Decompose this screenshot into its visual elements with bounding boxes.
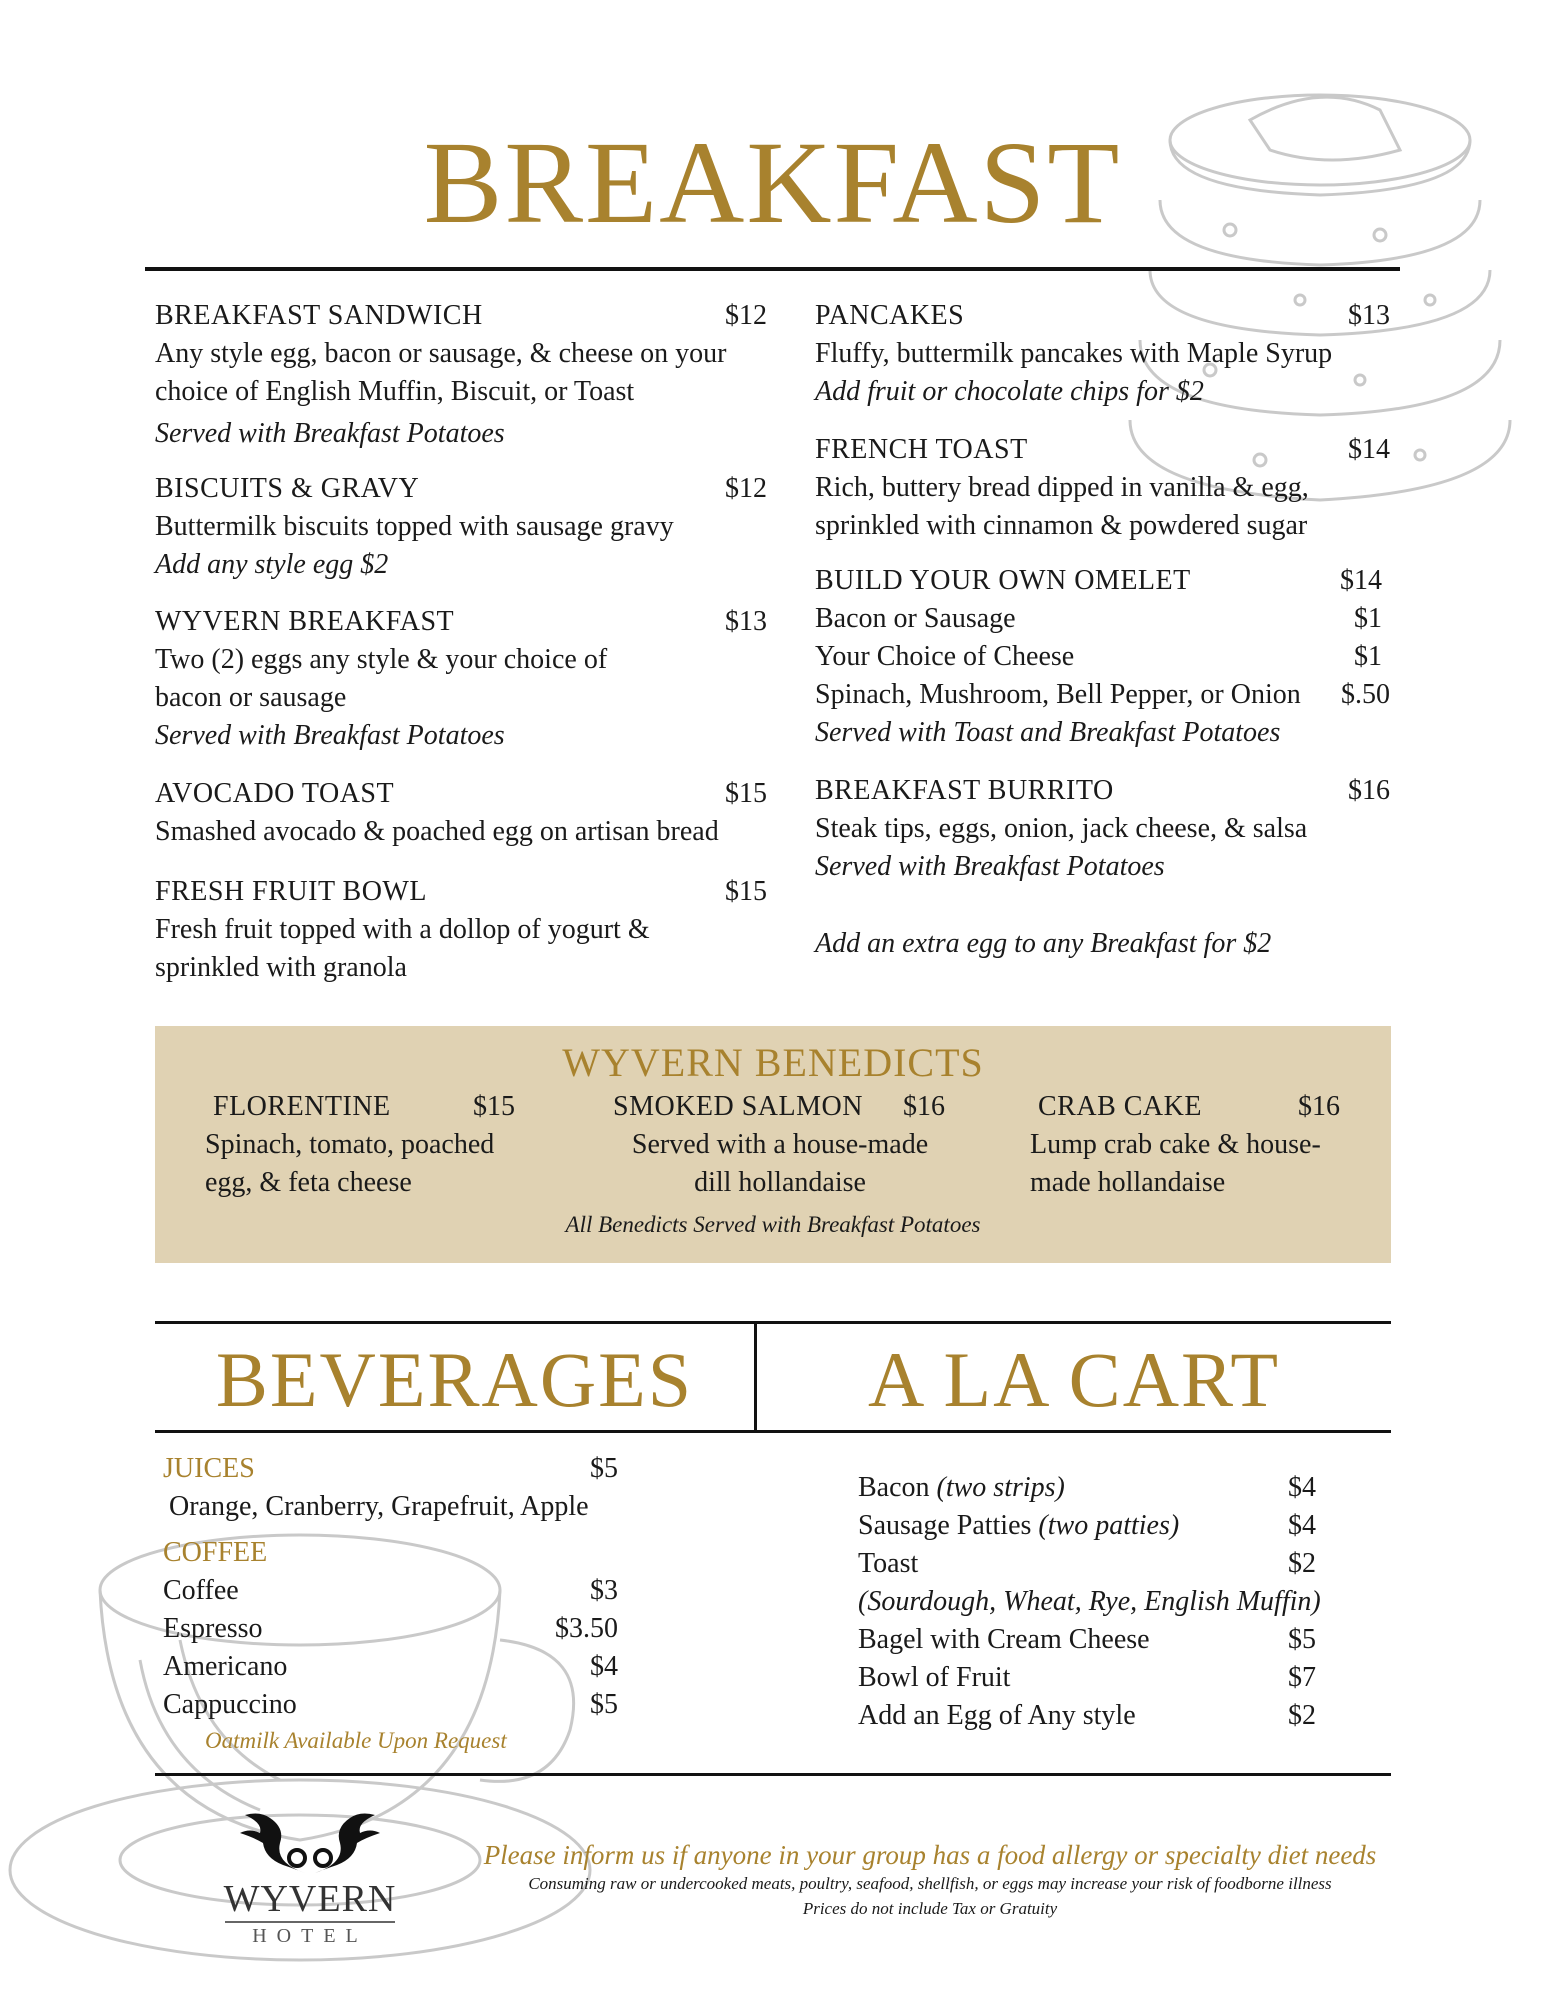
benedict-florentine: FLORENTINE $15 Spinach, tomato, poached egg, & feta cheese (205, 1091, 515, 1198)
menu-item-omelet: BUILD YOUR OWN OMELET $14 Bacon or Sausage $1 Your Choice of Cheese $1 Spinach, Mushroom, Bell Pepper, or Onion $.50 Served with Toast and Breakfast Potatoes (815, 565, 1390, 748)
beverages-list: JUICES $5 Orange, Cranberry, Grapefruit, Apple COFFEE Coffee $3 Espresso $3.50 Americano $4 Cappuccino $5 (163, 1450, 618, 1724)
benedicts-note: All Benedicts Served with Breakfast Potatoes (565, 1212, 981, 1237)
oatmilk-note: Oatmilk Available Upon Request (205, 1728, 507, 1753)
benedicts-panel (155, 1026, 1391, 1263)
menu-item-biscuits-gravy: BISCUITS & GRAVY $12 Buttermilk biscuits topped with sausage gravy Add any style egg $2 (155, 473, 767, 580)
extra-egg-note: Add an extra egg to any Breakfast for $2 (815, 928, 1272, 959)
title-divider (145, 267, 1400, 271)
menu-item-french-toast: FRENCH TOAST $14 Rich, buttery bread dipped in vanilla & egg, sprinkled with cinnamon & powdered sugar (815, 434, 1390, 541)
coffee-label: COFFEE (163, 1537, 268, 1568)
logo-sub: HOTEL (252, 1925, 368, 1947)
menu-item-avocado-toast: AVOCADO TOAST $15 Smashed avocado & poached egg on artisan bread (155, 778, 767, 847)
allergy-notice: Please inform us if anyone in your group has a food allergy or specialty diet needs (483, 1840, 1377, 1870)
juices-label: JUICES (163, 1453, 255, 1484)
a-la-cart-list: Bacon (two strips) $4 Sausage Patties (two patties) $4 Toast $2 (Sourdough, Wheat, Rye, English Muffin) Bagel with Cream Cheese $5 Bowl of Fruit $7 Add an Egg of Any style $2 (858, 1472, 1321, 1731)
menu-item-breakfast-burrito: BREAKFAST BURRITO $16 Steak tips, eggs, onion, jack cheese, & salsa Served with Breakfast Potatoes (815, 775, 1390, 882)
menu-item-breakfast-sandwich: BREAKFAST SANDWICH $12 Any style egg, bacon or sausage, & cheese on your choice of English Muffin, Biscuit, or Toast Served with Breakfast Potatoes (155, 300, 767, 449)
menu-item-wyvern-breakfast: WYVERN BREAKFAST $13 Two (2) eggs any style & your choice of bacon or sausage Served with Breakfast Potatoes (155, 606, 767, 751)
lower-mid-rule (155, 1430, 1391, 1433)
beverages-title: BEVERAGES (215, 1336, 694, 1423)
menu-item-pancakes: PANCAKES $13 Fluffy, buttermilk pancakes with Maple Syrup Add fruit or chocolate chips for $2 (815, 300, 1390, 407)
prices-notice: Prices do not include Tax or Gratuity (802, 1899, 1058, 1918)
menu-item-fresh-fruit-bowl: FRESH FRUIT BOWL $15 Fresh fruit topped with a dollop of yogurt & sprinkled with granola (155, 876, 767, 983)
lower-bottom-rule (155, 1773, 1391, 1776)
logo-name: WYVERN (223, 1878, 397, 1920)
page-title: BREAKFAST (423, 117, 1122, 248)
lower-top-rule (155, 1321, 1391, 1324)
benedict-crab-cake: CRAB CAKE $16 Lump crab cake & house- made hollandaise (1030, 1091, 1340, 1198)
benedicts-title: WYVERN BENEDICTS (562, 1040, 984, 1085)
wyvern-dragon-logo-icon (235, 1803, 385, 1883)
benedict-smoked-salmon: SMOKED SALMON $16 Served with a house-made dill hollandaise (613, 1091, 945, 1198)
a-la-cart-title: A LA CART (867, 1336, 1281, 1423)
consuming-notice: Consuming raw or undercooked meats, poultry, seafood, shellfish, or eggs may increase your risk of foodborne illness (528, 1874, 1332, 1893)
